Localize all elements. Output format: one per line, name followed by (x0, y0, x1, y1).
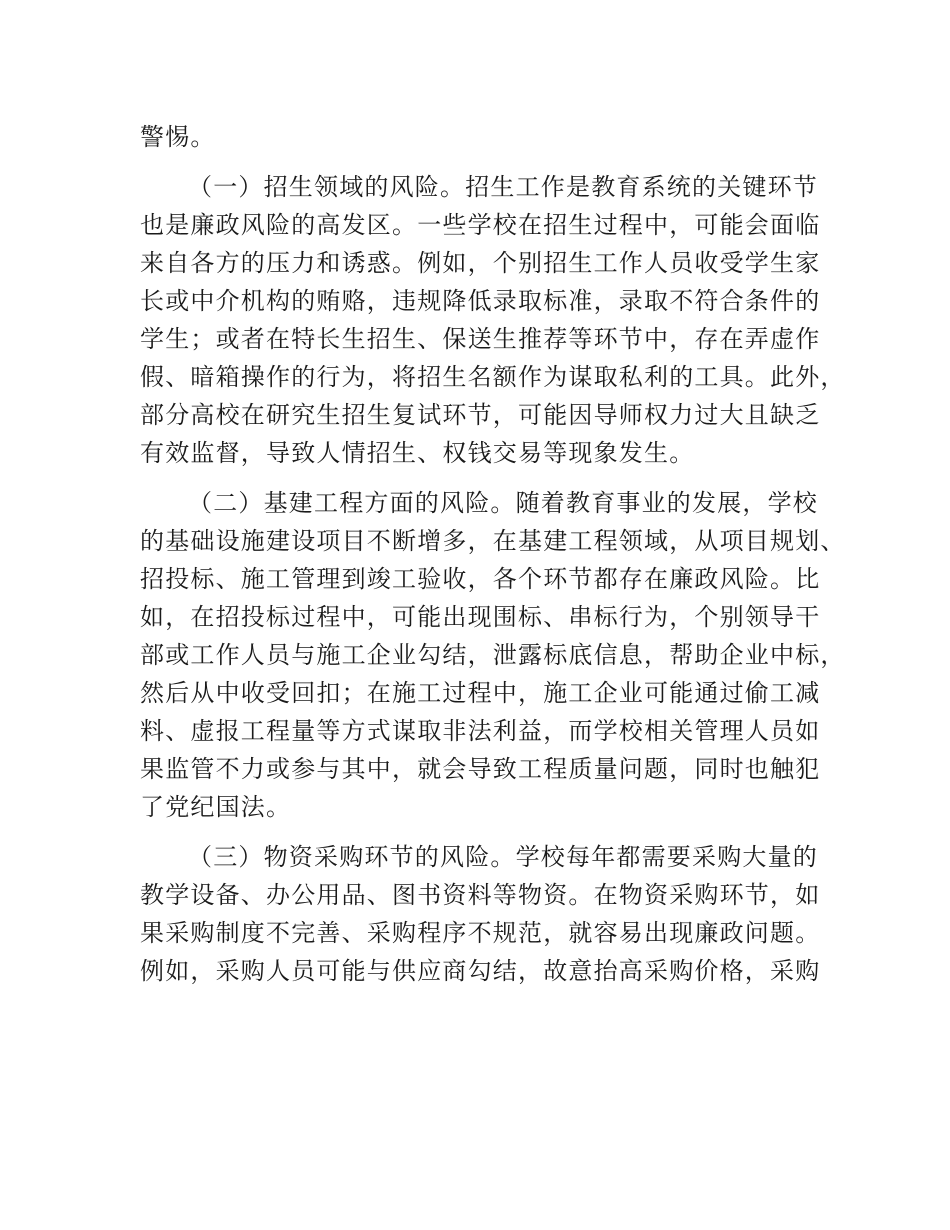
paragraph (140, 838, 821, 990)
document-page (140, 118, 846, 990)
text-line: 部分高校在研究生招生复试环节，可能因导师权力过大且缺乏 (140, 401, 821, 429)
text-line: 学生；或者在特长生招生、保送生推荐等环节中，存在弄虚作 (140, 325, 821, 353)
text-line: 果采购制度不完善、采购程序不规范，就容易出现廉政问题。 (140, 919, 821, 947)
text-line: 果监管不力或参与其中，就会导致工程质量问题，同时也触犯 (140, 755, 821, 783)
paragraph (140, 168, 846, 472)
text-line: （三）物资采购环节的风险。学校每年都需要采购大量的 (188, 843, 818, 871)
text-line: 有效监督，导致人情招生、权钱交易等现象发生。 (140, 439, 695, 467)
text-line: 部或工作人员与施工企业勾结，泄露标底信息，帮助企业中标， (140, 641, 846, 669)
text-line: 例如，采购人员可能与供应商勾结，故意抬高采购价格，采购 (140, 957, 821, 985)
paragraph (140, 484, 846, 826)
text-line: 假、暗箱操作的行为，将招生名额作为谋取私利的工具。此外， (140, 363, 846, 391)
text-line: 警惕。 (140, 123, 216, 151)
text-line: 也是廉政风险的高发区。一些学校在招生过程中，可能会面临 (140, 211, 821, 239)
text-line: 招投标、施工管理到竣工验收，各个环节都存在廉政风险。比 (140, 565, 821, 593)
text-line: 了党纪国法。 (140, 793, 292, 821)
text-line: 然后从中收受回扣；在施工过程中，施工企业可能通过偷工减 (140, 679, 821, 707)
text-line: 料、虚报工程量等方式谋取非法利益，而学校相关管理人员如 (140, 717, 821, 745)
text-line: （一）招生领域的风险。招生工作是教育系统的关键环节 (188, 173, 818, 201)
text-line: （二）基建工程方面的风险。随着教育事业的发展，学校 (188, 489, 818, 517)
text-line: 的基础设施建设项目不断增多，在基建工程领域，从项目规划、 (140, 527, 846, 555)
text-line: 长或中介机构的贿赂，违规降低录取标准，录取不符合条件的 (140, 287, 821, 315)
text-line: 如，在招投标过程中，可能出现围标、串标行为，个别领导干 (140, 603, 821, 631)
text-line: 来自各方的压力和诱惑。例如，个别招生工作人员收受学生家 (140, 249, 821, 277)
paragraph (140, 118, 814, 156)
text-line: 教学设备、办公用品、图书资料等物资。在物资采购环节，如 (140, 881, 821, 909)
